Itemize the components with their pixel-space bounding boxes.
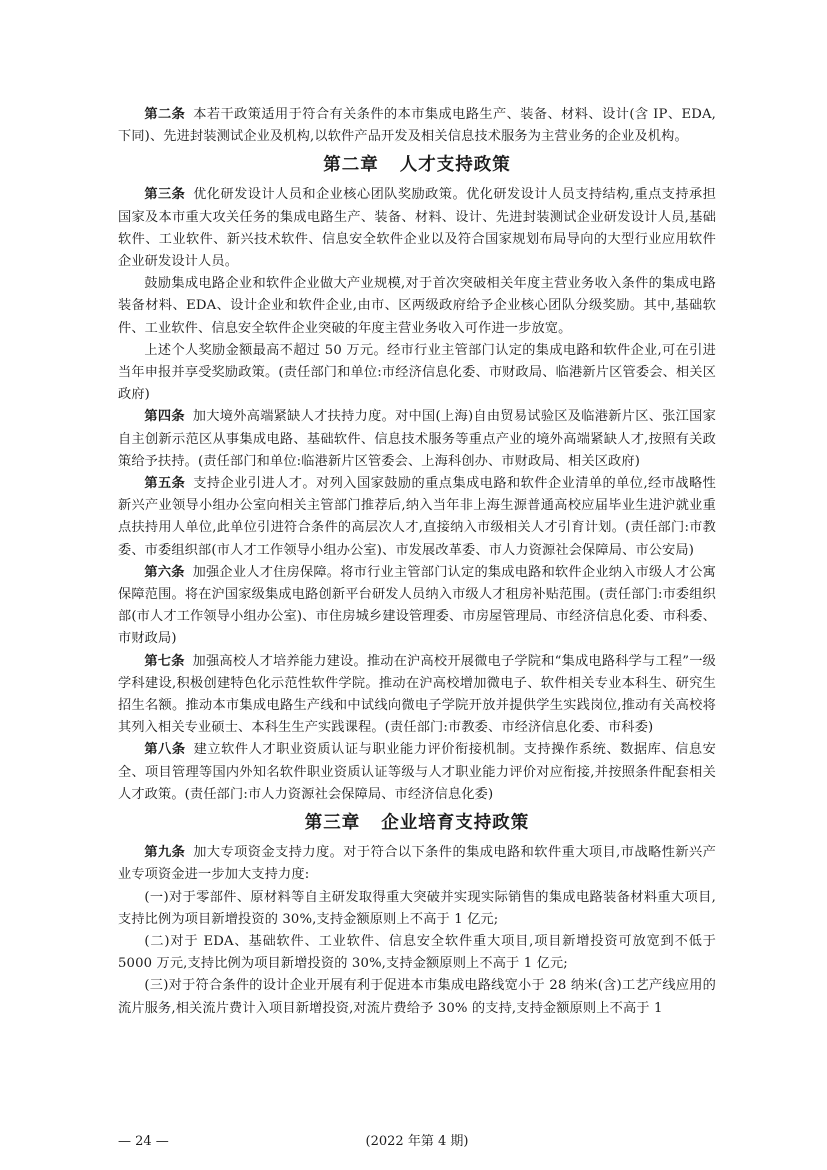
chapter-heading-2 (118, 150, 716, 180)
paragraph-text: 建立软件人才职业资质认证与职业能力评价衔接机制。支持操作系统、数据库、信息安全、项目管理等国内外知名软件职业资质认证等级与人才职业能力评价对应衔接,并按照条件配套相关人才政策。(责任部门:市人力资源社会保障局、市经济信息化委) (118, 742, 716, 802)
paragraph (118, 931, 716, 975)
article-number: 第五条 (144, 476, 186, 492)
paragraph-text: 加强企业人才住房保障。将市行业主管部门认定的集成电路和软件企业纳入市级人才公寓保障范围。将在沪国家级集成电路创新平台研发人员纳入市级人才租房补贴范围。(责任部门:市委组织部(市人才工作领导小组办公室)、市住房城乡建设管理委、市房屋管理局、市经济信息化委、市科委、市财政局) (118, 564, 716, 647)
paragraph (118, 842, 716, 886)
chapter-number: 第二章 (323, 155, 379, 176)
chapter-title: 人才支持政策 (399, 155, 511, 176)
chapter-title: 企业培育支持政策 (381, 813, 530, 834)
paragraph-text: 加强高校人才培养能力建设。推动在沪高校开展微电子学院和“集成电路科学与工程”一级学科建设,积极创建特色化示范性软件学院。推动在沪高校增加微电子、软件相关专业本科生、研究生招生名额。推动本市集成电路生产线和中试线向微电子学院开放并提供学生实践岗位,推动有关高校将其列入相关专业硕士、本科生生产实践课程。(责任部门:市教委、市经济信息化委、市科委) (118, 653, 716, 736)
paragraph (118, 340, 716, 407)
paragraph (118, 651, 716, 740)
paragraph (118, 473, 716, 562)
paragraph-text: 加大境外高端紧缺人才扶持力度。对中国(上海)自由贸易试验区及临港新片区、张江国家自主创新示范区从事集成电路、基础软件、信息技术服务等重点产业的境外高端紧缺人才,按照有关政策给予扶持。(责任部门和单位:临港新片区管委会、上海科创办、市财政局、相关区政府) (118, 409, 716, 469)
chapter-2-section (118, 184, 716, 806)
paragraph-text: 上述个人奖励金额最高不超过 50 万元。经市行业主管部门认定的集成电路和软件企业,可在引进当年申报并享受奖励政策。(责任部门和单位:市经济信息化委、市财政局、临港新片区管委会、相关区政府) (118, 342, 716, 403)
paragraph (118, 562, 716, 651)
paragraph (118, 273, 716, 340)
paragraph (118, 406, 716, 473)
paragraph-text: 鼓励集成电路企业和软件企业做大产业规模,对于首次突破相关年度主营业务收入条件的集成电路装备材料、EDA、设计企业和软件企业,由市、区两级政府给予企业核心团队分级奖励。其中,基础软件、工业软件、信息安全软件企业突破的年度主营业务收入可作进一步放宽。 (118, 276, 716, 336)
article-number: 第八条 (144, 742, 186, 758)
paragraph (118, 887, 716, 931)
paragraph (118, 975, 716, 1019)
article-number: 第三条 (144, 187, 186, 203)
paragraph-text: 本若干政策适用于符合有关条件的本市集成电路生产、装备、材料、设计(含 IP、EDA,下同)、先进封装测试企业及机构,以软件产品开发及相关信息技术服务为主营业务的企业及机构。 (118, 107, 716, 145)
paragraph-text: 优化研发设计人员和企业核心团队奖励政策。优化研发设计人员支持结构,重点支持承担国家及本市重大攻关任务的集成电路生产、装备、材料、设计、先进封装测试企业研发设计人员,基础软件、工业软件、新兴技术软件、信息安全软件企业以及符合国家规划布局导向的大型行业应用软件企业研发设计人员。 (118, 187, 716, 270)
article-number: 第七条 (144, 653, 185, 669)
article-number: 第九条 (144, 845, 186, 861)
paragraph (118, 184, 716, 273)
paragraph-text: 支持企业引进人才。对列入国家鼓励的重点集成电路和软件企业清单的单位,经市战略性新兴产业领导小组办公室向相关主管部门推荐后,纳入当年非上海生源普通高校应届毕业生进沪就业重点扶持用人单位,此单位引进符合条件的高层次人才,直接纳入市级相关人才引育计划。(责任部门:市教委、市委组织部(市人才工作领导小组办公室)、市发展改革委、市人力资源社会保障局、市公安局) (118, 476, 716, 558)
issue-label: (2022 年第 4 期) (365, 1134, 469, 1149)
chapter-3-section (118, 842, 716, 1020)
chapter-number: 第三章 (304, 813, 361, 834)
paragraph (118, 739, 716, 806)
paragraph (118, 104, 716, 148)
paragraph-text: (二)对于 EDA、基础软件、工业软件、信息安全软件重大项目,项目新增投资可放宽到不低于 5000 万元,支持比例为项目新增投资的 30%,支持金额原则上不高于 1 亿元; (118, 933, 716, 972)
paragraph-text: 加大专项资金支持力度。对于符合以下条件的集成电路和软件重大项目,市战略性新兴产业专项资金进一步加大支持力度: (118, 845, 716, 883)
article-number: 第二条 (144, 107, 186, 122)
document-body (118, 104, 716, 1020)
article-number: 第四条 (144, 409, 185, 425)
intro-section (118, 104, 716, 148)
paragraph-text: (三)对于符合条件的设计企业开展有利于促进本市集成电路线宽小于 28 纳米(含)工艺产线应用的流片服务,相关流片费计入项目新增投资,对流片费给予 30% 的支持,支持金额原则上不高于 1 (118, 978, 716, 1016)
chapter-heading-3 (118, 808, 716, 838)
paragraph-text: (一)对于零部件、原材料等自主研发取得重大突破并实现实际销售的集成电路装备材料重大项目,支持比例为项目新增投资的 30%,支持金额原则上不高于 1 亿元; (118, 889, 716, 927)
article-number: 第六条 (144, 564, 185, 580)
page-number: — 24 — (118, 1134, 169, 1149)
